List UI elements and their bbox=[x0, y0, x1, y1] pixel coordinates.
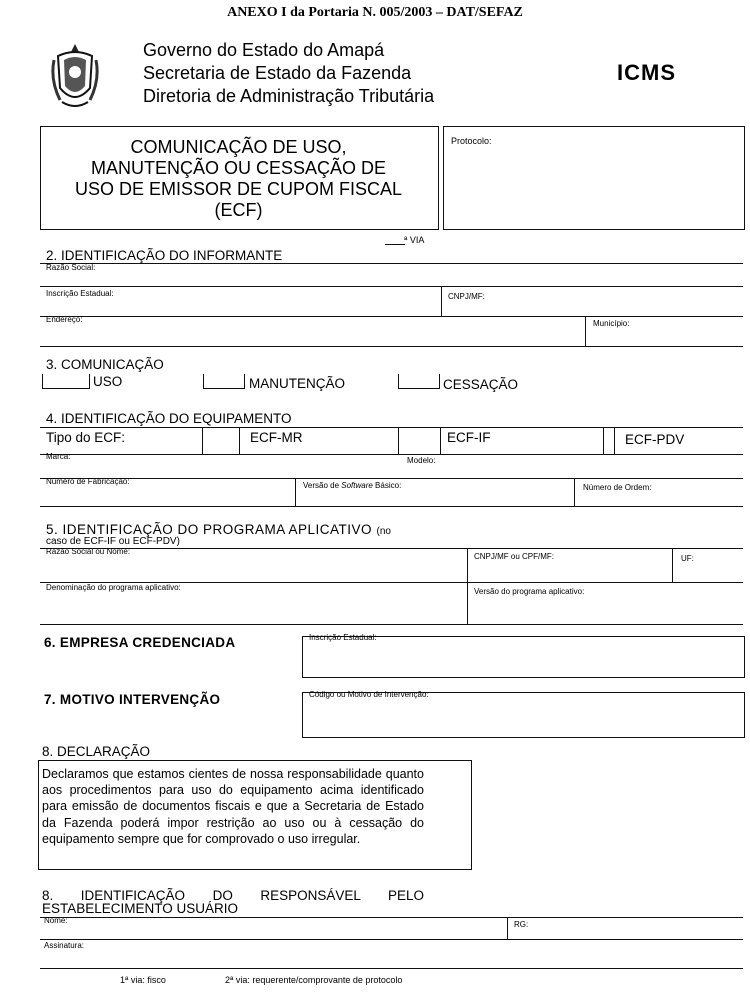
section-2-heading: 2. IDENTIFICAÇÃO DO INFORMANTE bbox=[46, 248, 283, 263]
form-title-line-4: (ECF) bbox=[214, 200, 263, 220]
responsible-name-field[interactable] bbox=[40, 939, 743, 940]
program-version-label: Versão do programa aplicativo: bbox=[474, 587, 585, 596]
cessacao-label: CESSAÇÃO bbox=[443, 377, 519, 392]
ecf-pdv-checkbox[interactable] bbox=[603, 427, 604, 454]
intervention-code-label: Código ou Motivo de Intervenção: bbox=[309, 690, 429, 699]
ecf-pdv-label: ECF-PDV bbox=[625, 432, 685, 447]
brand-label: Marca: bbox=[46, 452, 71, 461]
responsible-heading: 8. IDENTIFICAÇÃO DO RESPONSÁVEL PELO ESTABELECIMENTO USUÁRIO bbox=[42, 888, 424, 916]
accredited-ie-label: Inscrição Estadual: bbox=[309, 633, 377, 642]
tax-label: ICMS bbox=[617, 60, 676, 85]
state-registration-field[interactable] bbox=[40, 316, 743, 317]
section-8-heading: 8. DECLARAÇÃO bbox=[42, 744, 151, 759]
rg-label: RG: bbox=[514, 920, 529, 929]
state-registration-label: Inscrição Estadual: bbox=[46, 289, 114, 298]
form-title-line-3: USO DE EMISSOR DE CUPOM FISCAL bbox=[74, 179, 403, 199]
cessacao-checkbox[interactable] bbox=[398, 374, 440, 389]
municipality-label: Município: bbox=[593, 319, 630, 328]
program-name-field[interactable] bbox=[40, 624, 743, 625]
order-number-label: Número de Ordem: bbox=[583, 483, 652, 492]
address-label: Endereço: bbox=[46, 315, 83, 324]
serial-number-field[interactable] bbox=[40, 506, 743, 507]
address-field[interactable] bbox=[40, 346, 743, 347]
form-title bbox=[40, 137, 437, 221]
software-version-label: Versão de Software Básico: bbox=[303, 481, 402, 490]
secretariat-line: Secretaria de Estado da Fazenda bbox=[143, 63, 412, 83]
protocol-label: Protocolo: bbox=[451, 136, 492, 146]
section-5-note: caso de ECF-IF ou ECF-PDV) bbox=[46, 536, 180, 547]
government-line: Governo do Estado do Amapá bbox=[143, 40, 385, 60]
form-title-line-2: MANUTENÇÃO OU CESSAÇÃO DE bbox=[90, 158, 387, 178]
ecf-mr-checkbox[interactable] bbox=[202, 427, 203, 454]
ecf-if-checkbox[interactable] bbox=[398, 427, 399, 454]
section-6-heading: 6. EMPRESA CREDENCIADA bbox=[44, 635, 236, 650]
uso-checkbox[interactable] bbox=[42, 374, 90, 389]
ecf-mr-label: ECF-MR bbox=[250, 430, 303, 445]
via-number-field[interactable] bbox=[385, 244, 405, 245]
developer-cnpj-label: CNPJ/MF ou CPF/MF: bbox=[474, 552, 555, 561]
section-7-heading: 7. MOTIVO INTERVENÇÃO bbox=[44, 692, 221, 707]
coat-of-arms-icon bbox=[50, 40, 100, 112]
form-title-line-1: COMUNICAÇÃO DE USO, bbox=[130, 137, 347, 157]
responsible-name-label: Nome: bbox=[44, 916, 68, 925]
annex-reference: ANEXO I da Portaria N. 005/2003 – DAT/SEFAZ bbox=[227, 5, 523, 20]
company-name-label: Razão Social: bbox=[46, 263, 96, 272]
model-label: Modelo: bbox=[407, 456, 436, 465]
serial-number-label: Número de Fabricação: bbox=[46, 477, 130, 486]
via-1-note: 1ª via: fisco bbox=[120, 975, 166, 985]
section-4-heading: 4. IDENTIFICAÇÃO DO EQUIPAMENTO bbox=[46, 411, 292, 426]
signature-label: Assinatura: bbox=[44, 941, 85, 950]
ecf-if-label: ECF-IF bbox=[447, 430, 491, 445]
company-name-field[interactable] bbox=[40, 286, 743, 287]
section-5-heading: 5. IDENTIFICAÇÃO DO PROGRAMA APLICATIVO (no bbox=[46, 522, 391, 537]
cnpj-label: CNPJ/MF: bbox=[448, 292, 485, 301]
uf-label: UF: bbox=[681, 554, 694, 563]
via-label: ª VIA bbox=[404, 235, 425, 245]
program-name-label: Denominação do programa aplicativo: bbox=[46, 583, 181, 592]
ecf-type-label: Tipo do ECF: bbox=[46, 430, 126, 445]
uso-label: USO bbox=[93, 374, 123, 389]
developer-name-label: Razão Social ou Nome: bbox=[46, 547, 131, 556]
declaration-text: Declaramos que estamos cientes de nossa responsabilidade quanto aos procedimentos para uso do equipamento acima identificado para emissão de documentos fiscais e que a Secretaria de Estado da Fazenda poderá impor restrição ao uso ou à cessação do equipamento sempre que for comprovado o uso irregular. bbox=[42, 767, 424, 846]
accredited-company-box[interactable] bbox=[302, 636, 745, 678]
manutencao-checkbox[interactable] bbox=[203, 374, 245, 389]
directorate-line: Diretoria de Administração Tributária bbox=[143, 86, 435, 106]
manutencao-label: MANUTENÇÃO bbox=[249, 376, 346, 391]
signature-field[interactable] bbox=[40, 968, 743, 969]
section-3-heading: 3. COMUNICAÇÃO bbox=[46, 357, 164, 372]
via-2-note: 2ª via: requerente/comprovante de protocolo bbox=[225, 975, 403, 985]
brand-field[interactable] bbox=[40, 478, 743, 479]
